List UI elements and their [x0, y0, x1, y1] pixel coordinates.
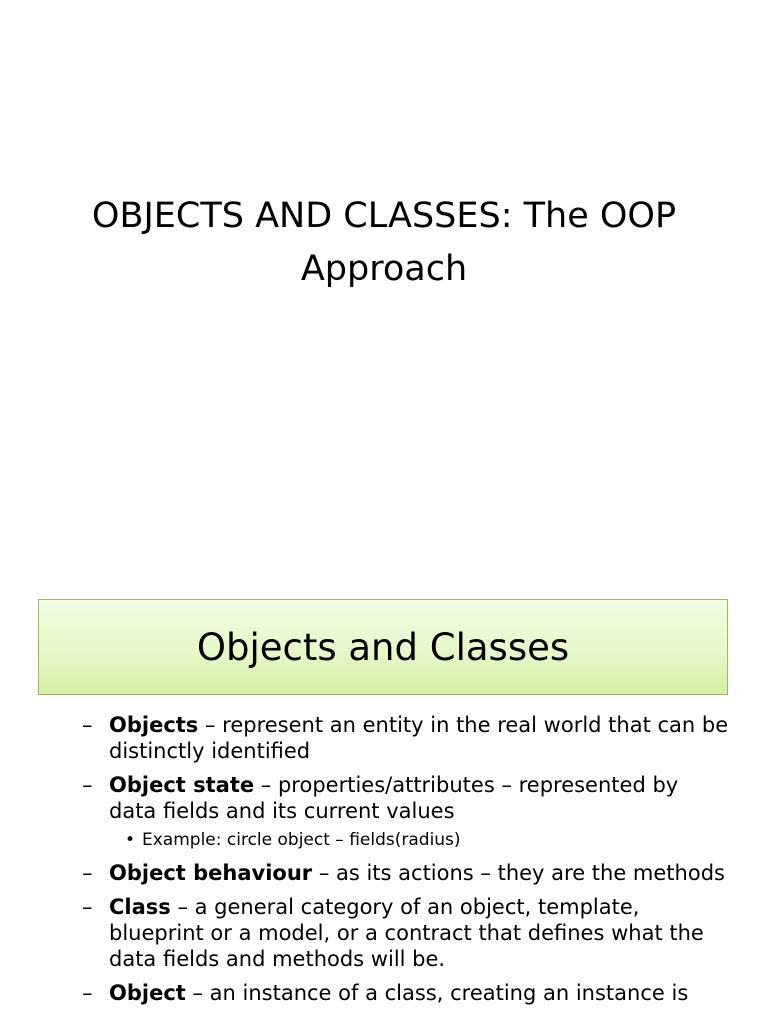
bullet-term: Class — [109, 895, 171, 919]
bullet-object-state — [80, 772, 730, 852]
bullet-text: – a general category of an object, template, blueprint or a model, or a contract that defines what the data fields and methods will be. — [109, 895, 704, 971]
bullet-object-behaviour — [80, 860, 730, 886]
sub-bullet-text: Example: circle object – fields(radius) — [142, 830, 461, 850]
dash-bullet-marker: – — [82, 861, 93, 885]
bullet-text: – an instance of a class, creating an instance is — [185, 981, 689, 1005]
dash-bullet-marker: – — [82, 895, 93, 919]
dot-bullet-marker: • — [125, 830, 136, 850]
bullet-term: Object state — [109, 773, 255, 797]
bullet-objects — [80, 712, 730, 764]
sub-bullet-example — [109, 828, 730, 852]
bullet-list — [80, 712, 730, 1014]
dash-bullet-marker: – — [82, 981, 93, 1005]
bullet-object-instance — [80, 980, 730, 1006]
bullet-text: – as its actions – they are the methods — [312, 861, 725, 885]
bullet-term: Object — [109, 981, 186, 1005]
bullet-text: – properties/attributes – represented by data fields and its current values — [109, 773, 679, 823]
bullet-text: – represent an entity in the real world that can be distinctly identified — [109, 713, 729, 763]
dash-bullet-marker: – — [82, 713, 93, 737]
section-header-title: Objects and Classes — [196, 625, 570, 669]
bullet-term: Objects — [109, 713, 199, 737]
bullet-term: Object behaviour — [109, 861, 313, 885]
section-header-banner — [38, 599, 728, 695]
slide-title: OBJECTS AND CLASSES: The OOP Approach — [91, 196, 677, 289]
sub-bullet-list — [109, 828, 730, 852]
bullet-class — [80, 894, 730, 972]
dash-bullet-marker: – — [82, 773, 93, 797]
